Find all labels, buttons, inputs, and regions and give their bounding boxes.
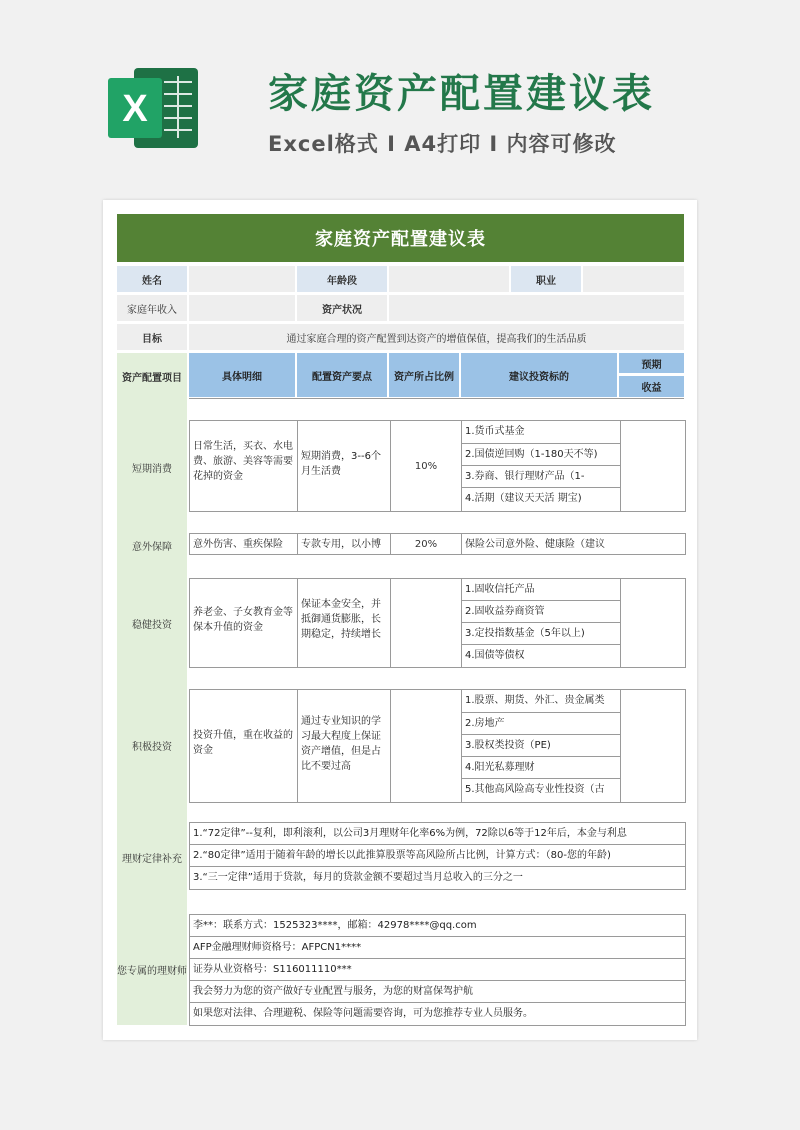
aggressive-block <box>189 689 686 803</box>
goal-label: 目标 <box>117 324 187 350</box>
aggressive-target-5: 5.其他高风险高专业性投资（古 <box>465 784 605 795</box>
aggressive-target-1: 1.股票、期货、外汇、贵金属类 <box>462 690 620 713</box>
insurance-block <box>189 533 686 555</box>
aggressive-target-3: 3.股权类投资（PE) <box>462 735 620 757</box>
name-label: 姓名 <box>117 266 187 292</box>
category-header: 资产配置项目 <box>122 372 182 384</box>
stable-target-3: 3.定投指数基金（5年以上) <box>462 623 620 645</box>
svg-text:X: X <box>122 88 148 130</box>
divider <box>620 690 621 802</box>
stable-detail: 养老金、子女教育金等保本升值的资金 <box>193 607 293 633</box>
keypoints-header: 配置资产要点 <box>297 353 387 397</box>
aggressive-keypoints: 通过专业知识的学习最大程度上保证资产增值，但是占比不要过高 <box>301 716 381 772</box>
rule-item-2: 2.“80定律”适用于随着年龄的增长以此推算股票等高风险所占比例，计算方式：（80-您的年龄) <box>190 845 685 867</box>
advisor-referral: 如果您对法律、合理避税、保险等问题需要咨询，可为您推荐专业人员服务。 <box>193 1008 533 1019</box>
category-aggressive: 积极投资 <box>132 741 172 753</box>
short-term-target-1: 1.货币式基金 <box>462 421 620 444</box>
ratio-header: 资产所占比例 <box>389 353 459 397</box>
short-term-target-2: 2.国债逆回购（1-180天不等) <box>462 444 620 466</box>
expected-header-1: 预期 <box>619 353 684 373</box>
detail-header: 具体明细 <box>189 353 295 397</box>
stable-target-2: 2.固收益券商资管 <box>462 601 620 623</box>
aggressive-ratio <box>391 690 461 802</box>
stable-block <box>189 578 686 668</box>
short-term-block <box>189 420 686 512</box>
advisor-securities: 证券从业资格号：S116011110*** <box>190 959 685 981</box>
page-subtitle: Excel格式 I A4打印 I 内容可修改 <box>268 132 617 156</box>
age-value[interactable] <box>389 266 509 292</box>
advisor-block <box>189 914 686 1026</box>
asset-value[interactable] <box>389 295 684 321</box>
asset-label: 资产状况 <box>297 295 387 321</box>
stable-ratio <box>391 579 461 667</box>
advisor-contact: 李**：联系方式：1525323****，邮箱：42978****@qq.com <box>190 915 685 937</box>
advisor-afp: AFP金融理财师资格号：AFPCN1**** <box>190 937 685 959</box>
stable-target-1: 1.固收信托产品 <box>462 579 620 601</box>
rules-block <box>189 822 686 890</box>
short-term-target-4: 4.活期（建议天天活 期宝) <box>465 493 582 504</box>
aggressive-target-4: 4.阳光私募理财 <box>462 757 620 779</box>
rule-item-1: 1.“72定律”--复利，即利滚利，以公司3月理财年化率6%为例，72除以6等于12年后，本金与利息 <box>190 823 685 845</box>
aggressive-target-2: 2.房地产 <box>462 713 620 735</box>
age-label: 年龄段 <box>297 266 387 292</box>
header-divider <box>189 398 684 399</box>
insurance-detail: 意外伤害、重疾保险 <box>193 539 283 550</box>
name-value[interactable] <box>189 266 295 292</box>
aggressive-detail: 投资升值，重在收益的资金 <box>193 730 293 756</box>
category-insurance: 意外保障 <box>132 541 172 553</box>
advisor-label: 您专属的理财师 <box>117 965 187 977</box>
short-term-detail: 日常生活，买衣、水电费、旅游、美容等需要花掉的资金 <box>193 441 293 482</box>
insurance-keypoints: 专款专用，以小博 <box>301 539 381 550</box>
page-header <box>0 0 800 195</box>
divider <box>620 579 621 667</box>
goal-text: 通过家庭合理的资产配置到达资产的增值保值，提高我们的生活品质 <box>189 324 684 350</box>
income-label: 家庭年收入 <box>117 295 187 321</box>
short-term-target-3: 3.券商、银行理财产品（1- <box>462 466 620 488</box>
category-short-term: 短期消费 <box>132 463 172 475</box>
targets-header: 建议投资标的 <box>461 353 617 397</box>
advisor-promise: 我会努力为您的资产做好专业配置与服务，为您的财富保驾护航 <box>190 981 685 1003</box>
sheet-title: 家庭资产配置建议表 <box>117 214 684 262</box>
rule-item-3: 3.“三一定律”适用于贷款，每月的贷款金额不要超过当月总收入的三分之一 <box>193 872 523 883</box>
job-label: 职业 <box>511 266 581 292</box>
income-value[interactable] <box>189 295 295 321</box>
rules-label: 理财定律补充 <box>122 853 182 865</box>
short-term-keypoints: 短期消费，3--6个月生活费 <box>301 451 381 477</box>
job-value[interactable] <box>583 266 684 292</box>
spreadsheet <box>103 200 697 1040</box>
page-title: 家庭资产配置建议表 <box>268 71 655 117</box>
stable-keypoints: 保证本金安全，并抵御通货膨胀，长期稳定，持续增长 <box>301 599 381 640</box>
insurance-ratio: 20% <box>414 538 438 550</box>
expected-header-2: 收益 <box>619 376 684 397</box>
divider <box>620 421 621 511</box>
stable-target-4: 4.国债等债权 <box>465 650 525 661</box>
excel-icon <box>106 64 202 152</box>
category-stable: 稳健投资 <box>132 619 172 631</box>
short-term-ratio: 10% <box>414 460 438 472</box>
insurance-target: 保险公司意外险、健康险（建议 <box>465 539 605 550</box>
